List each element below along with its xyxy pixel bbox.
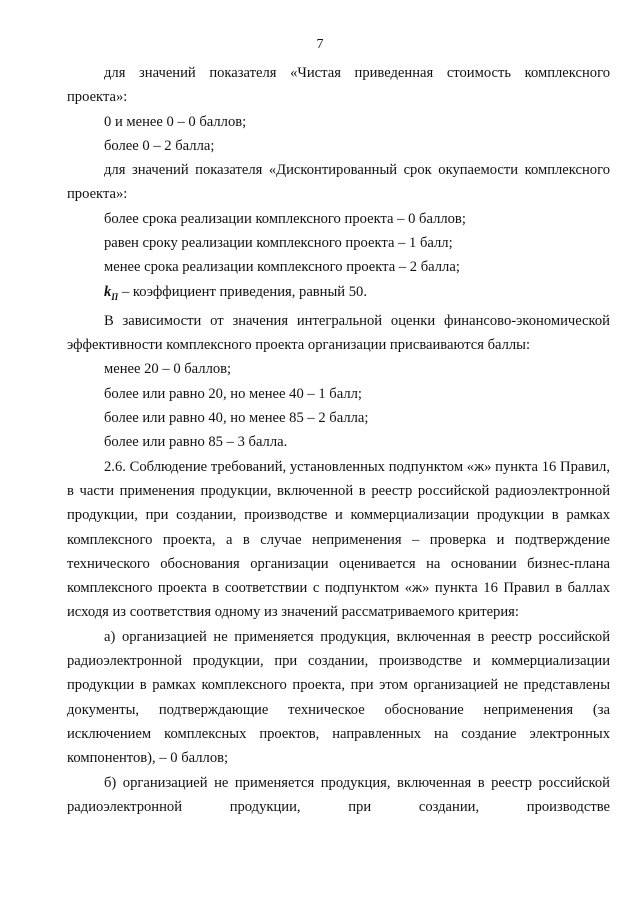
list-item: более срока реализации комплексного проекта – 0 баллов; bbox=[104, 210, 466, 227]
paragraph-section-2-6: 2.6. Соблюдение требований, установленных подпунктом «ж» пункта 16 Правил, в части применения продукции, включенной в реестр российской радиоэлектронной продукции, при создании, производстве и коммерциализации продукции в рамках комплексного проекта, а в случае неприменения – проверка и подтверждение технического обоснования организации оценивается на основании бизнес-плана комплексного проекта в соответствии с подпунктом «ж» пункта 16 Правил в баллах исходя из соответствия одному из значений рассматриваемого критерия: bbox=[67, 458, 610, 621]
document-body bbox=[67, 61, 610, 819]
paragraph-npv-intro: для значений показателя «Чистая приведенная стоимость комплексного проекта»: bbox=[67, 65, 610, 106]
list-item: менее 20 – 0 баллов; bbox=[104, 361, 232, 378]
list-item: более или равно 85 – 3 балла. bbox=[104, 434, 288, 451]
list-item: менее срока реализации комплексного проекта – 2 балла; bbox=[104, 259, 460, 276]
paragraph-integral-score: В зависимости от значения интегральной оценки финансово-экономической эффективности комплексного проекта организации присваиваются баллы: bbox=[67, 312, 610, 354]
paragraph-payback-intro: для значений показателя «Дисконтированный срок окупаемости комплексного проекта»: bbox=[67, 162, 610, 203]
coefficient-text: – коэффициент приведения, равный 50. bbox=[118, 283, 367, 300]
list-item: более 0 – 2 балла; bbox=[104, 137, 215, 154]
page-number: 7 bbox=[316, 37, 324, 52]
paragraph-item-a: а) организацией не применяется продукция, включенная в реестр российской радиоэлектронной продукции, при создании, производстве и коммерциализации продукции в рамках комплексного проекта, при этом организацией не представлены документы, подтверждающие техническое обоснование неприменения (за исключением комплексных проектов, направленных на создание электронных компонентов), – 0 баллов; bbox=[67, 628, 610, 767]
list-item: 0 и менее 0 – 0 баллов; bbox=[104, 113, 247, 130]
list-item: более или равно 40, но менее 85 – 2 балла; bbox=[104, 410, 369, 427]
coefficient-line bbox=[67, 280, 610, 309]
list-item: более или равно 20, но менее 40 – 1 балл; bbox=[104, 385, 362, 402]
paragraph-item-b: б) организацией не применяется продукция, включенная в реестр российской радиоэлектронной продукции, при создании, производстве bbox=[67, 774, 610, 815]
coefficient-symbol: $k_П$ bbox=[104, 283, 119, 302]
list-item: равен сроку реализации комплексного проекта – 1 балл; bbox=[104, 235, 453, 252]
